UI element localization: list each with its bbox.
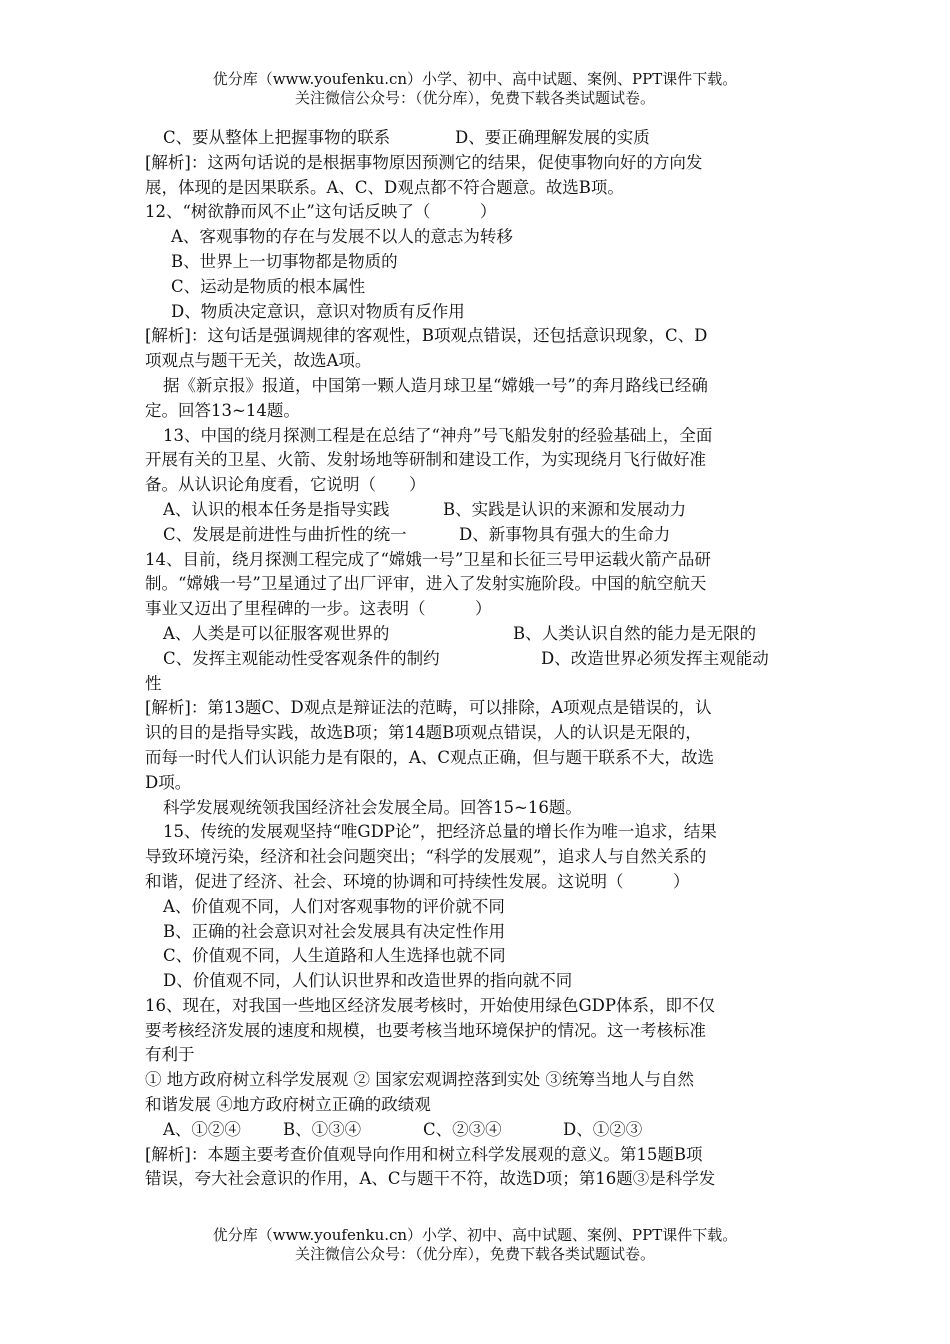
q12-option-d: D、物质决定意识，意识对物质有反作用: [171, 301, 465, 321]
q16-items-line: ① 地方政府树立科学发展观 ② 国家宏观调控落到实处 ③统筹当地人与自然: [145, 1070, 694, 1090]
q15-stem-line: 和谐，促进了经济、社会、环境的协调和可持续性发展。这说明（ ）: [145, 871, 690, 891]
q15-option-d: D、价值观不同，人们认识世界和改造世界的指向就不同: [163, 971, 573, 991]
q16-option-d: D、①②③: [563, 1119, 643, 1139]
q11-option-d: D、要正确理解发展的实质: [455, 128, 650, 147]
q14-option-a: A、人类是可以征服客观世界的: [163, 623, 390, 643]
q13-option-c: C、发展是前进性与曲折性的统一: [163, 524, 407, 544]
q11-options-cd: [145, 126, 805, 151]
q13-14-analysis-line: D项。: [145, 772, 192, 792]
q16-option-a: A、①②④: [163, 1119, 241, 1139]
q15-stem-line: 15、传统的发展观坚持“唯GDP论”，把经济总量的增长作为唯一追求，结果: [163, 822, 717, 842]
intro-13-14-line: 定。回答13~14题。: [145, 400, 300, 420]
intro-13-14-line: 据《新京报》报道，中国第一颗人造月球卫星“嫦娥一号”的奔月路线已经确: [163, 375, 708, 395]
q15-option-a: A、价值观不同，人们对客观事物的评价就不同: [163, 896, 505, 916]
q13-stem-line: 开展有关的卫星、火箭、发射场地等研制和建设工作，为实现绕月飞行做好准: [145, 450, 706, 470]
q14-option-b: B、人类认识自然的能力是无限的: [513, 623, 757, 643]
q16-stem-line: 要考核经济发展的速度和规模，也要考核当地环境保护的情况。这一考核标准: [145, 1020, 706, 1040]
q12-option-c: C、运动是物质的根本属性: [171, 276, 366, 296]
header-line-2: 关注微信公众号：（优分库），免费下载各类试题试卷。: [294, 89, 655, 107]
q15-stem-line: 导致环境污染，经济和社会问题突出；“科学的发展观”，追求人与自然关系的: [145, 847, 707, 867]
page-header: [0, 70, 950, 108]
q14-options-cd: [145, 647, 805, 672]
q13-options-ab: [145, 498, 805, 523]
q14-options-ab: [145, 622, 805, 647]
q14-option-c: C、发挥主观能动性受客观条件的制约: [163, 648, 440, 668]
q12-analysis-line: [解析]：这句话是强调规律的客观性，B项观点错误，还包括意识现象，C、D: [145, 326, 708, 346]
q16-option-b: B、①③④: [283, 1119, 362, 1139]
q13-14-analysis-line: [解析]：第13题C、D观点是辩证法的范畴，可以排除，A项观点是错误的，认: [145, 698, 712, 718]
q14-stem-line: 14、目前，绕月探测工程完成了“嫦娥一号”卫星和长征三号甲运载火箭产品研: [145, 549, 711, 569]
q14-option-d: D、改造世界必须发挥主观能动: [541, 648, 769, 668]
intro-15-16: 科学发展观统领我国经济社会发展全局。回答15~16题。: [163, 797, 582, 817]
q16-stem-line: 有利于: [145, 1045, 195, 1065]
page-footer: [0, 1226, 950, 1264]
q14-stem-line: 事业又迈出了里程碑的一步。这表明（ ）: [145, 599, 492, 619]
q15-16-analysis-line: [解析]：本题主要考查价值观导向作用和树立科学发展观的意义。第15题B项: [145, 1144, 703, 1164]
q15-option-c: C、价值观不同，人生道路和人生选择也就不同: [163, 946, 506, 966]
footer-line-1: 优分库（www.youfenku.cn）小学、初中、高中试题、案例、PPT课件下载。: [212, 1226, 738, 1244]
q13-option-b: B、实践是认识的来源和发展动力: [443, 499, 687, 519]
q12-option-a: A、客观事物的存在与发展不以人的意志为转移: [171, 227, 513, 247]
document-body: [145, 126, 805, 1192]
q12-option-b: B、世界上一切事物都是物质的: [171, 251, 398, 271]
q16-options: [145, 1118, 805, 1143]
q13-option-d: D、新事物具有强大的生命力: [459, 524, 671, 544]
q16-stem-line: 16、现在，对我国一些地区经济发展考核时，开始使用绿色GDP体系，即不仅: [145, 995, 716, 1015]
q11-analysis-line: [解析]：这两句话说的是根据事物原因预测它的结果，促使事物向好的方向发: [145, 152, 703, 172]
footer-line-2: 关注微信公众号：（优分库），免费下载各类试题试卷。: [294, 1245, 655, 1263]
q13-14-analysis-line: 而每一时代人们认识能力是有限的，A、C观点正确，但与题干联系不大，故选: [145, 747, 715, 767]
q13-stem-line: 备。从认识论角度看，它说明（ ）: [145, 475, 426, 495]
q11-analysis-line: 展，体现的是因果联系。A、C、D观点都不符合题意。故选B项。: [145, 177, 624, 197]
q13-option-a: A、认识的根本任务是指导实践: [163, 499, 390, 519]
q13-14-analysis-line: 识的目的是指导实践，故选B项；第14题B项观点错误，人的认识是无限的，: [145, 723, 702, 743]
q11-option-c: C、要从整体上把握事物的联系: [163, 128, 391, 147]
q12-analysis-line: 项观点与题干无关，故选A项。: [145, 351, 372, 371]
q14-option-wrap: 性: [145, 673, 162, 693]
q16-option-c: C、②③④: [423, 1119, 502, 1139]
header-line-1: 优分库（www.youfenku.cn）小学、初中、高中试题、案例、PPT课件下载。: [212, 70, 738, 88]
q14-stem-line: 制。“嫦娥一号”卫星通过了出厂评审，进入了发射实施阶段。中国的航空航天: [145, 574, 707, 594]
q13-stem-line: 13、中国的绕月探测工程是在总结了“神舟”号飞船发射的经验基础上，全面: [163, 425, 713, 445]
q16-items-line: 和谐发展 ④地方政府树立正确的政绩观: [145, 1095, 431, 1115]
q15-option-b: B、正确的社会意识对社会发展具有决定性作用: [163, 921, 506, 941]
q12-stem: 12、“树欲静而风不止”这句话反映了（ ）: [145, 202, 497, 222]
q13-options-cd: [145, 523, 805, 548]
q15-16-analysis-line: 错误，夸大社会意识的作用，A、C与题干不符，故选D项；第16题③是科学发: [145, 1169, 716, 1189]
